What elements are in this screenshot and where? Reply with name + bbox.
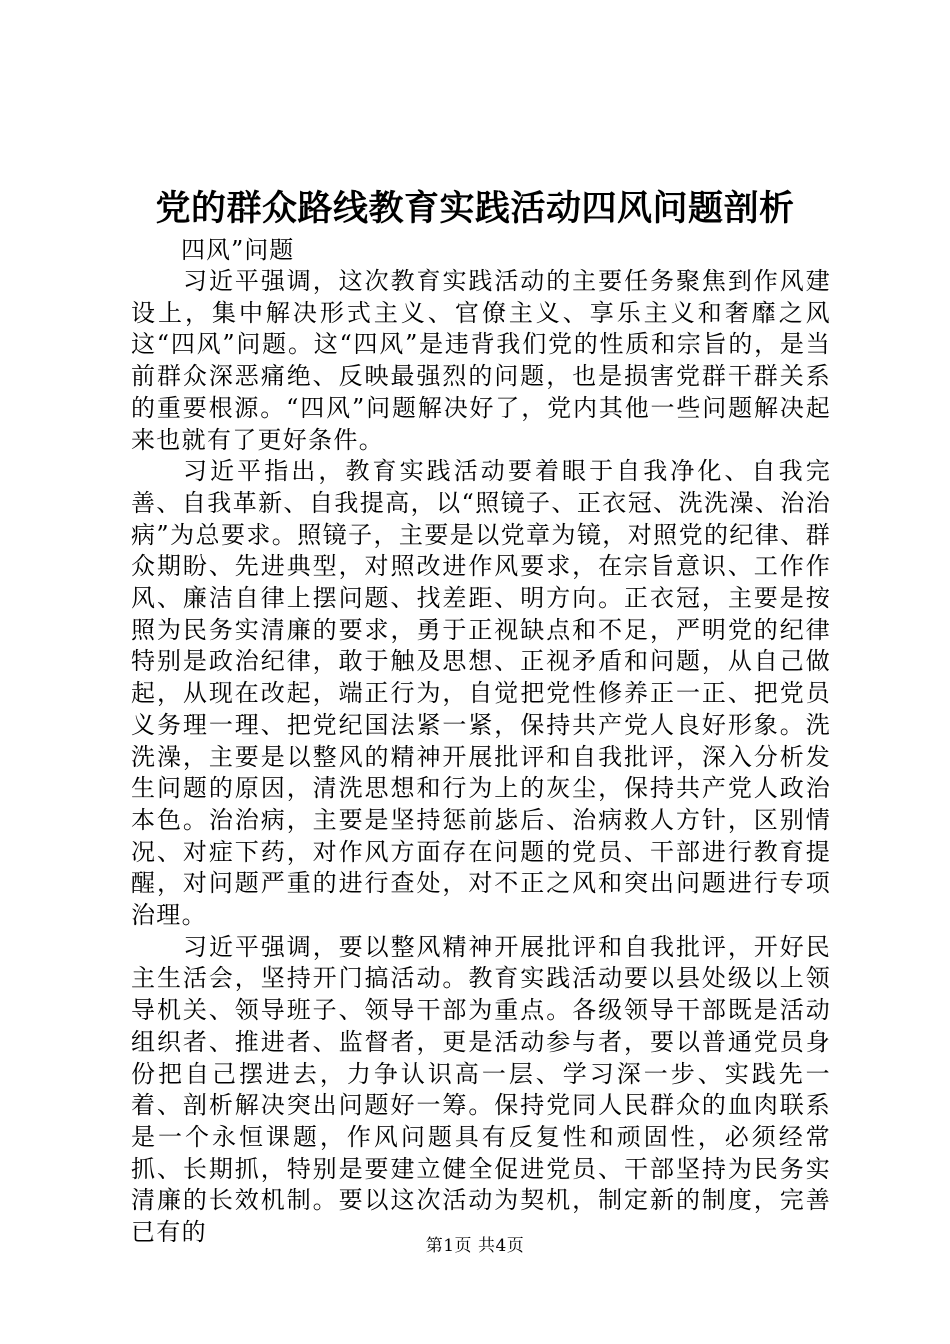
document-title: 党的群众路线教育实践活动四风问题剖析 [155,188,795,229]
paragraph-2: 习近平指出，教育实践活动要着眼于自我净化、自我完善、自我革新、自我提高，以“照镜子、正衣冠、洗洗澡、治治病”为总要求。照镜子，主要是以党章为镜，对照党的纪律、群众期盼、先进典型，对照改进作风要求，在宗旨意识、工作作风、廉洁自律上摆问题、找差距、明方向。正衣冠，主要是按照为民务实清廉的要求，勇于正视缺点和不足，严明党的纪律特别是政治纪律，敢于触及思想、正视矛盾和问题，从自己做起，从现在改起，端正行为，自觉把党性修养正一正、把党员义务理一理、把党纪国法紧一紧，保持共产党人良好形象。洗洗澡，主要是以整风的精神开展批评和自我批评，深入分析发生问题的原因，清洗思想和行为上的灰尘，保持共产党人政治本色。治治病，主要是坚持惩前毖后、治病救人方针，区别情况、对症下药，对作风方面存在问题的党员、干部进行教育提醒，对问题严重的进行查处，对不正之风和突出问题进行专项治理。 [131,457,831,930]
paragraph-1: 习近平强调，这次教育实践活动的主要任务聚焦到作风建设上，集中解决形式主义、官僚主义、享乐主义和奢靡之风这“四风”问题。这“四风”是违背我们党的性质和宗旨的，是当前群众深恶痛绝、反映最强烈的问题，也是损害党群干群关系的重要根源。“四风”问题解决好了，党内其他一些问题解决起来也就有了更好条件。 [131,267,831,454]
section-subheading: 四风”问题 [181,236,295,264]
page-footer: 第1页 共4页 [425,1236,525,1256]
paragraph-3: 习近平强调，要以整风精神开展批评和自我批评，开好民主生活会，坚持开门搞活动。教育实践活动要以县处级以上领导机关、领导班子、领导干部为重点。各级领导干部既是活动组织者、推进者、监督者，更是活动参与者，要以普通党员身份把自己摆进去，力争认识高一层、学习深一步、实践先一着、剖析解决突出问题好一筹。保持党同人民群众的血肉联系是一个永恒课题，作风问题具有反复性和顽固性，必须经常抓、长期抓，特别是要建立健全促进党员、干部坚持为民务实清廉的长效机制。要以这次活动为契机，制定新的制度，完善已有的 [131,932,831,1247]
document-body [131,266,831,1249]
